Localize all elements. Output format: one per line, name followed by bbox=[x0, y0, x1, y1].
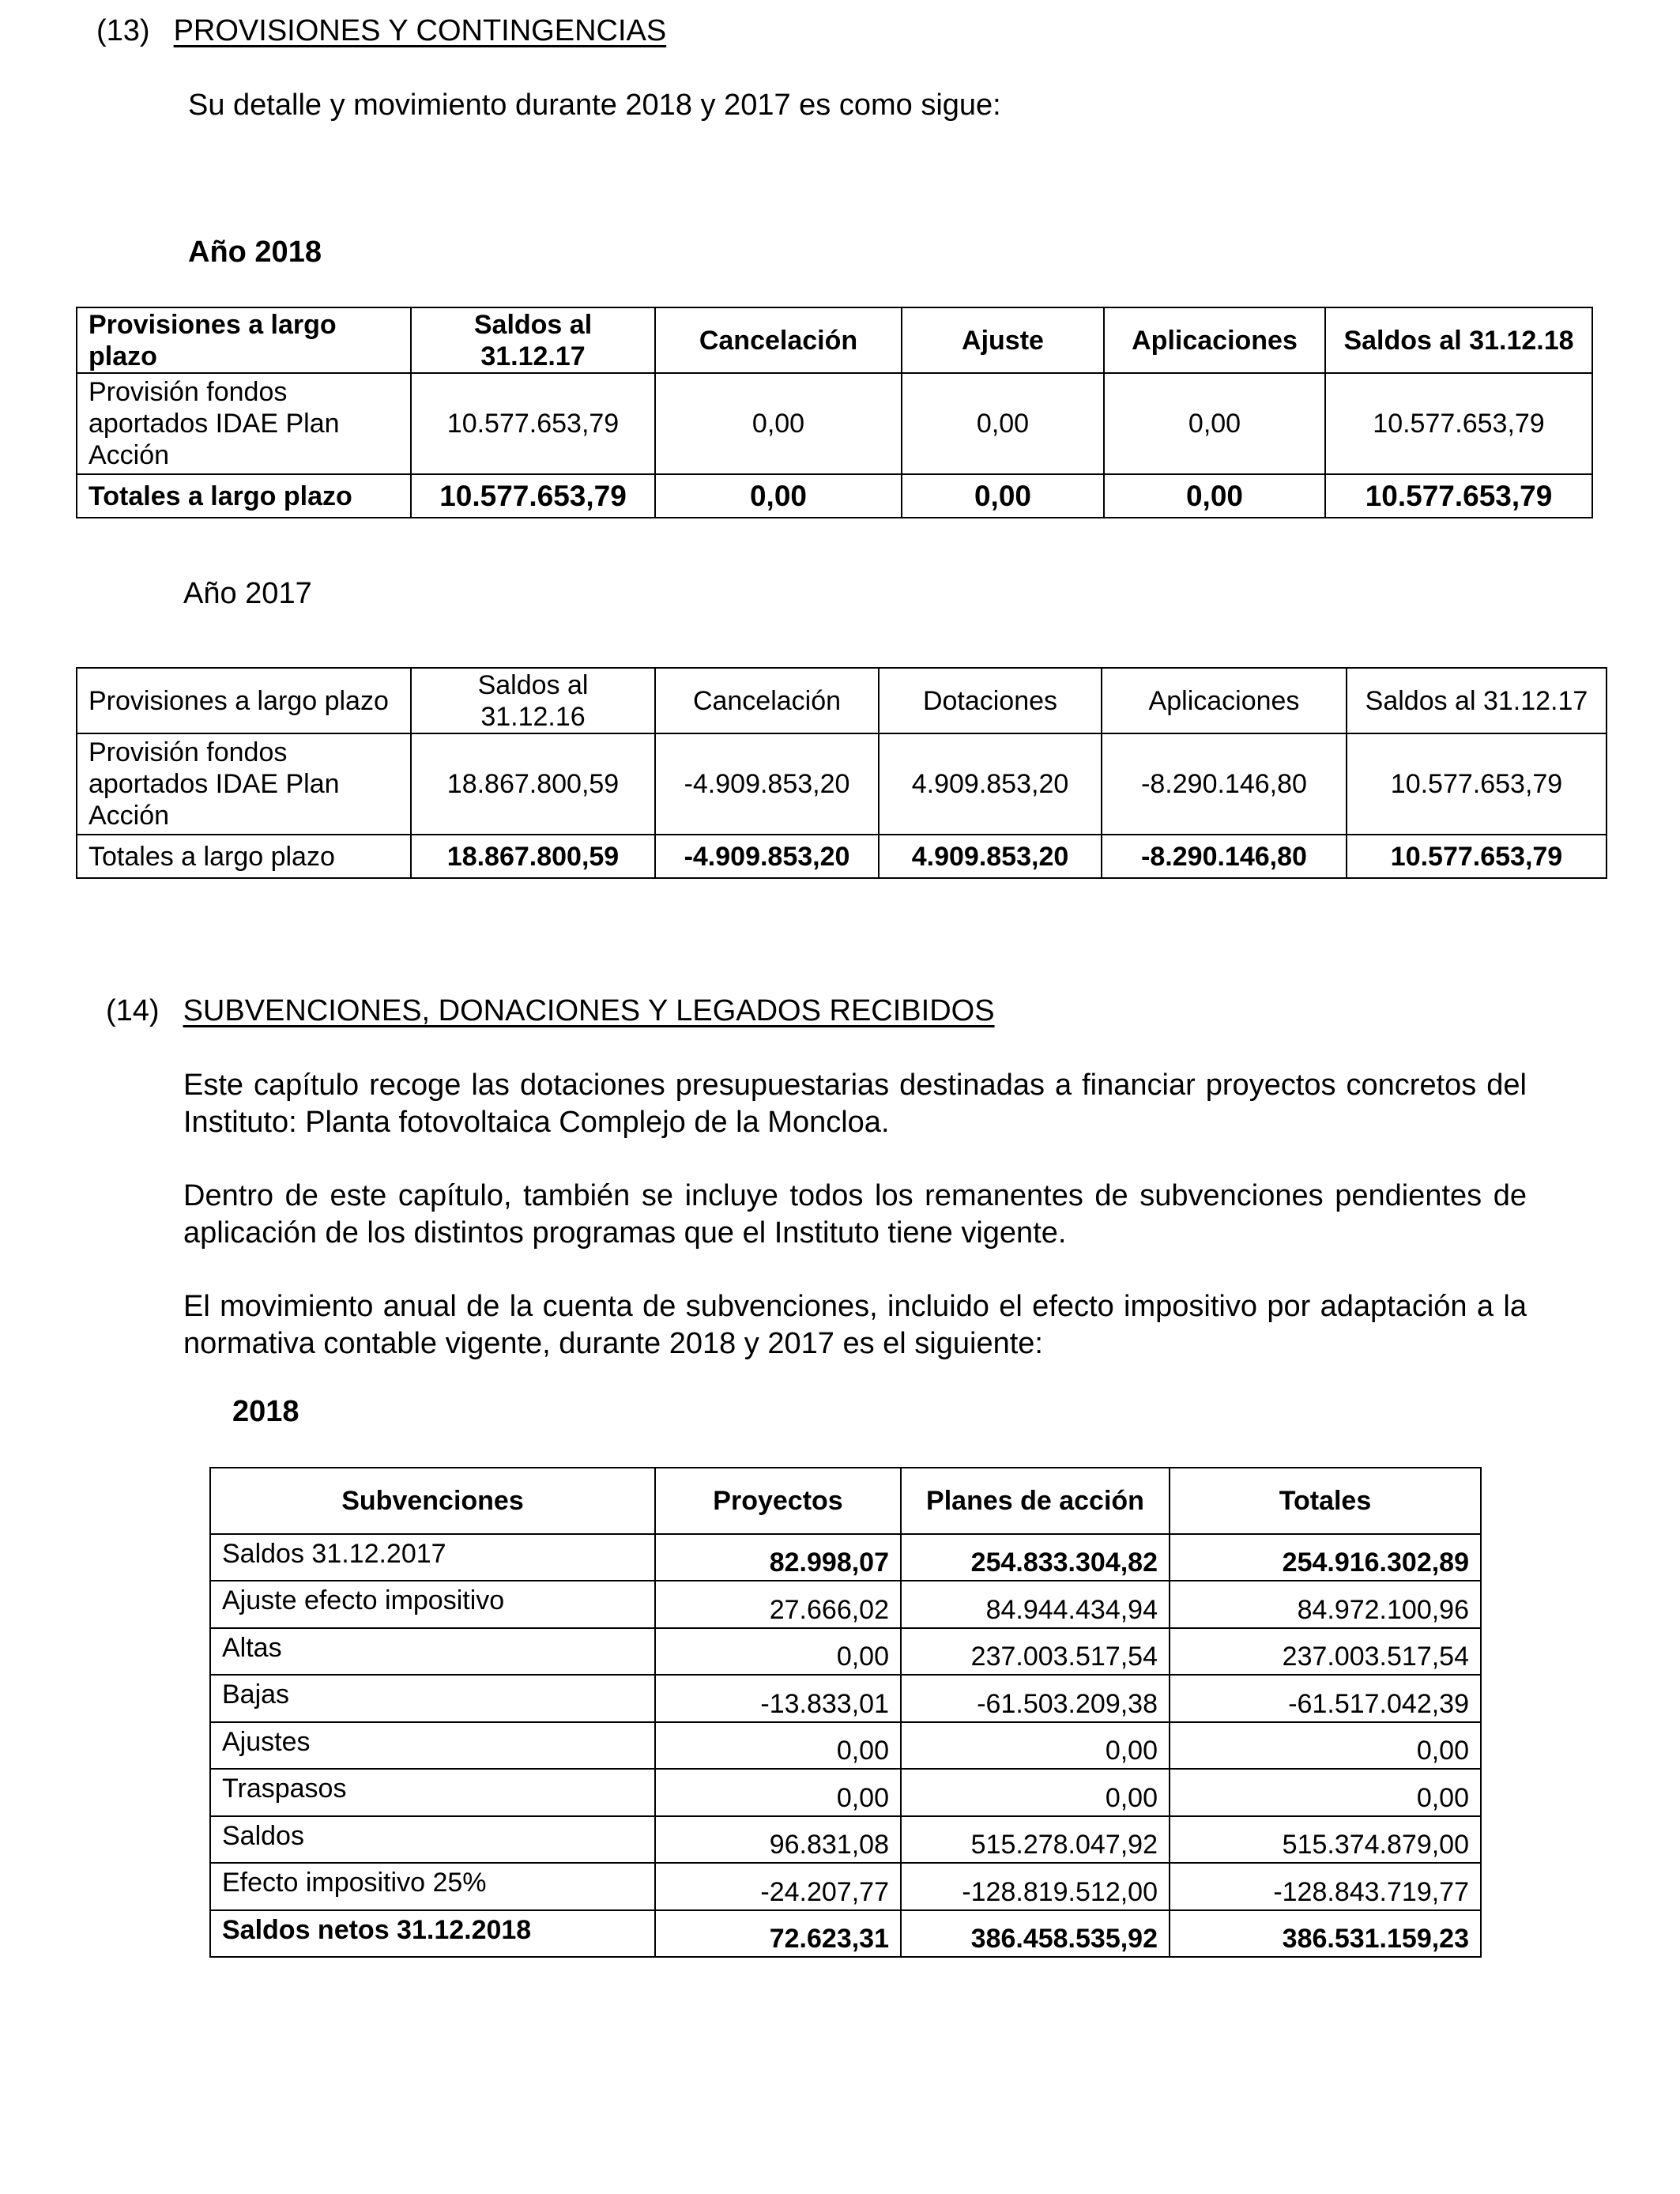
row-label: Saldos bbox=[210, 1816, 655, 1863]
header-cell: Saldos al 31.12.17 bbox=[1347, 668, 1607, 733]
table-cell: -8.290.146,80 bbox=[1102, 733, 1347, 835]
total-label: Totales a largo plazo bbox=[77, 474, 411, 518]
section-13-title: PROVISIONES Y CONTINGENCIAS bbox=[173, 14, 667, 47]
row-label: Altas bbox=[210, 1628, 655, 1675]
table-row bbox=[210, 1581, 1481, 1628]
table-row bbox=[77, 373, 1592, 474]
section-14-paragraph-1: Este capítulo recoge las dotaciones presupuestarias destinadas a financiar proyectos concretos del Instituto: Planta fotovoltaica Complejo de la Moncloa. bbox=[183, 1069, 1527, 1139]
table-cell: 0,00 bbox=[655, 1722, 901, 1769]
table-cell: 10.577.653,79 bbox=[1325, 373, 1592, 474]
total-cell: 18.867.800,59 bbox=[411, 835, 655, 878]
section-13-number: (13) bbox=[96, 14, 150, 47]
table-cell: 0,00 bbox=[901, 1722, 1170, 1769]
year-2018-label: Año 2018 bbox=[188, 236, 322, 269]
table-cell: -13.833,01 bbox=[655, 1675, 901, 1722]
table-row bbox=[210, 1534, 1481, 1581]
table-cell: 237.003.517,54 bbox=[901, 1628, 1170, 1675]
total-cell: 72.623,31 bbox=[655, 1910, 901, 1957]
table-cell: 18.867.800,59 bbox=[411, 733, 655, 835]
total-cell: -4.909.853,20 bbox=[655, 835, 879, 878]
provisions-table-2017 bbox=[76, 667, 1607, 879]
section-14-title: SUBVENCIONES, DONACIONES Y LEGADOS RECIBIDOS bbox=[183, 994, 995, 1027]
total-cell: 0,00 bbox=[1104, 474, 1325, 518]
row-label: Ajuste efecto impositivo bbox=[210, 1581, 655, 1628]
table-row bbox=[210, 1675, 1481, 1722]
table-cell: 0,00 bbox=[1170, 1769, 1481, 1816]
table-cell: 84.972.100,96 bbox=[1170, 1581, 1481, 1628]
table-cell: 0,00 bbox=[655, 1628, 901, 1675]
header-cell: Subvenciones bbox=[210, 1468, 655, 1534]
table-cell: 84.944.434,94 bbox=[901, 1581, 1170, 1628]
table-cell: 10.577.653,79 bbox=[411, 373, 655, 474]
table-cell: 0,00 bbox=[902, 373, 1104, 474]
table-cell: 0,00 bbox=[655, 373, 902, 474]
table-cell: -24.207,77 bbox=[655, 1863, 901, 1910]
table-row bbox=[210, 1863, 1481, 1910]
table-cell: 515.278.047,92 bbox=[901, 1816, 1170, 1863]
header-cell: Saldos al 31.12.17 bbox=[411, 307, 655, 373]
section-14-number: (14) bbox=[106, 994, 160, 1027]
total-cell: 10.577.653,79 bbox=[1347, 835, 1607, 878]
table-cell: 0,00 bbox=[1104, 373, 1325, 474]
header-cell: Cancelación bbox=[655, 307, 902, 373]
table-cell: 254.916.302,89 bbox=[1170, 1534, 1481, 1581]
year-2017-label: Año 2017 bbox=[183, 577, 312, 610]
provisions-table-2018 bbox=[76, 307, 1593, 518]
row-label: Provisión fondos aportados IDAE Plan Acción bbox=[77, 733, 411, 835]
table-cell: -128.843.719,77 bbox=[1170, 1863, 1481, 1910]
table-total-row bbox=[77, 835, 1607, 878]
section-13-heading bbox=[96, 14, 666, 48]
total-cell: 10.577.653,79 bbox=[1325, 474, 1592, 518]
section-14-paragraph-3: El movimiento anual de la cuenta de subvenciones, incluido el efecto impositivo por adaptación a la normativa contable vigente, durante 2018 y 2017 es el siguiente: bbox=[183, 1290, 1527, 1360]
header-cell: Saldos al 31.12.16 bbox=[411, 668, 655, 733]
table-cell: 0,00 bbox=[655, 1769, 901, 1816]
subvenciones-table bbox=[209, 1467, 1482, 1958]
table-total-row bbox=[210, 1910, 1481, 1957]
header-cell: Aplicaciones bbox=[1104, 307, 1325, 373]
row-label: Saldos netos 31.12.2018 bbox=[210, 1910, 655, 1957]
total-cell: 386.531.159,23 bbox=[1170, 1910, 1481, 1957]
header-cell: Aplicaciones bbox=[1102, 668, 1347, 733]
header-cell: Ajuste bbox=[902, 307, 1104, 373]
section-14-paragraph-2: Dentro de este capítulo, también se incluye todos los remanentes de subvenciones pendientes de aplicación de los distintos programas que el Instituto tiene vigente. bbox=[183, 1179, 1527, 1250]
table-cell: 515.374.879,00 bbox=[1170, 1816, 1481, 1863]
table-cell: -61.503.209,38 bbox=[901, 1675, 1170, 1722]
total-cell: 0,00 bbox=[902, 474, 1104, 518]
row-label: Bajas bbox=[210, 1675, 655, 1722]
table-cell: -61.517.042,39 bbox=[1170, 1675, 1481, 1722]
header-cell: Planes de acción bbox=[901, 1468, 1170, 1534]
total-cell: 4.909.853,20 bbox=[879, 835, 1102, 878]
row-label: Saldos 31.12.2017 bbox=[210, 1534, 655, 1581]
table-total-row bbox=[77, 474, 1592, 518]
row-label: Ajustes bbox=[210, 1722, 655, 1769]
header-cell: Provisiones a largo plazo bbox=[77, 307, 411, 373]
table-cell: -128.819.512,00 bbox=[901, 1863, 1170, 1910]
table-header-row bbox=[210, 1468, 1481, 1534]
table-cell: 82.998,07 bbox=[655, 1534, 901, 1581]
row-label: Efecto impositivo 25% bbox=[210, 1863, 655, 1910]
total-cell: 386.458.535,92 bbox=[901, 1910, 1170, 1957]
header-cell: Provisiones a largo plazo bbox=[77, 668, 411, 733]
header-cell: Dotaciones bbox=[879, 668, 1102, 733]
table-row bbox=[210, 1769, 1481, 1816]
table-row bbox=[210, 1816, 1481, 1863]
table-row bbox=[210, 1722, 1481, 1769]
table-cell: 4.909.853,20 bbox=[879, 733, 1102, 835]
header-cell: Proyectos bbox=[655, 1468, 901, 1534]
table-cell: 27.666,02 bbox=[655, 1581, 901, 1628]
row-label: Traspasos bbox=[210, 1769, 655, 1816]
total-cell: 0,00 bbox=[655, 474, 902, 518]
table-cell: 254.833.304,82 bbox=[901, 1534, 1170, 1581]
total-cell: 10.577.653,79 bbox=[411, 474, 655, 518]
header-cell: Cancelación bbox=[655, 668, 879, 733]
row-label: Provisión fondos aportados IDAE Plan Acción bbox=[77, 373, 411, 474]
table-header-row bbox=[77, 307, 1592, 373]
table-cell: 10.577.653,79 bbox=[1347, 733, 1607, 835]
total-label: Totales a largo plazo bbox=[77, 835, 411, 878]
table-header-row bbox=[77, 668, 1607, 733]
table-row bbox=[210, 1628, 1481, 1675]
table-row bbox=[77, 733, 1607, 835]
table-cell: -4.909.853,20 bbox=[655, 733, 879, 835]
header-cell: Saldos al 31.12.18 bbox=[1325, 307, 1592, 373]
header-cell: Totales bbox=[1170, 1468, 1481, 1534]
table-cell: 237.003.517,54 bbox=[1170, 1628, 1481, 1675]
subvenciones-year-label: 2018 bbox=[232, 1395, 299, 1428]
section-14-heading bbox=[106, 994, 995, 1028]
total-cell: -8.290.146,80 bbox=[1102, 835, 1347, 878]
table-cell: 96.831,08 bbox=[655, 1816, 901, 1863]
table-cell: 0,00 bbox=[1170, 1722, 1481, 1769]
section-13-intro: Su detalle y movimiento durante 2018 y 2017 es como sigue: bbox=[188, 89, 1001, 122]
table-cell: 0,00 bbox=[901, 1769, 1170, 1816]
